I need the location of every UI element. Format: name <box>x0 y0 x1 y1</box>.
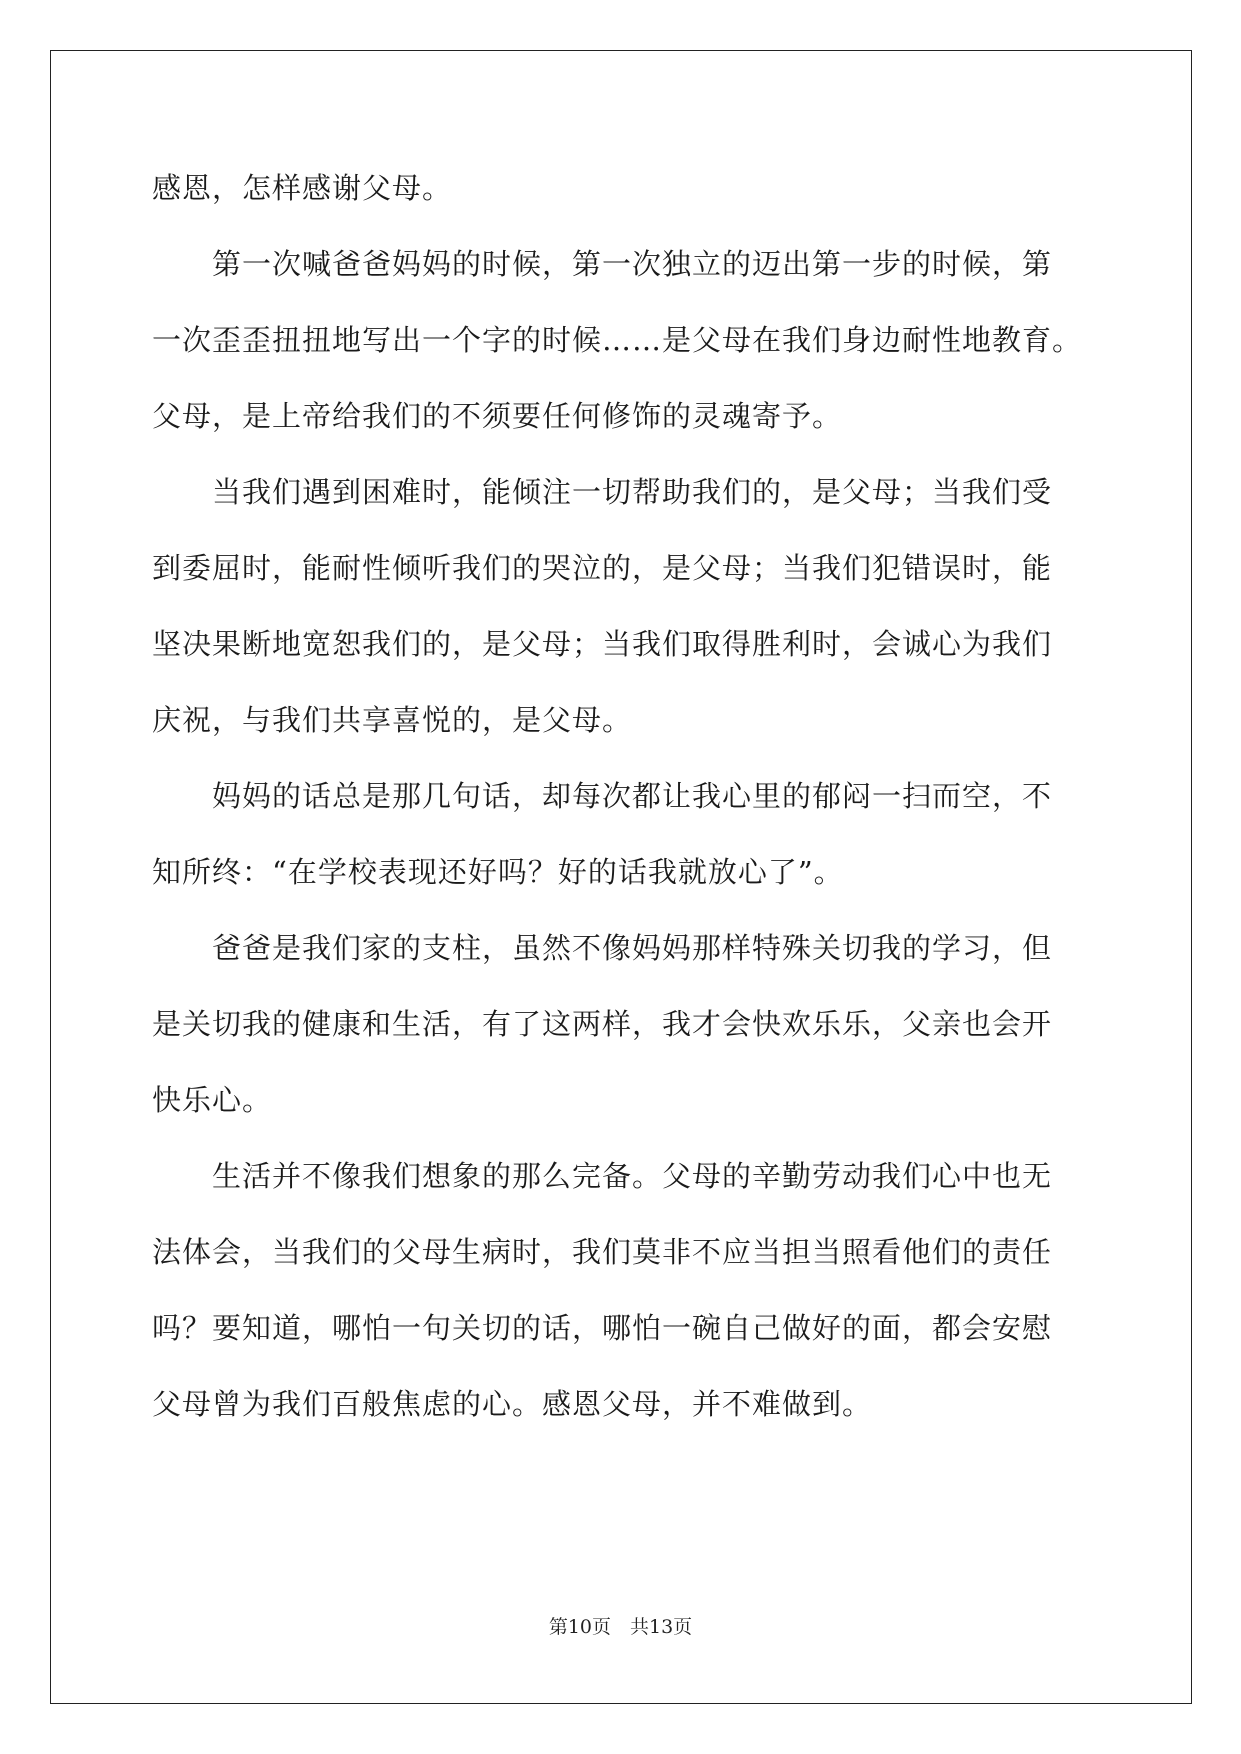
text-line: 知所终：“在学校表现还好吗？好的话我就放心了”。 <box>152 855 844 889</box>
text-line: 快乐心。 <box>152 1083 273 1117</box>
text-line: 父母，是上帝给我们的不须要任何修饰的灵魂寄予。 <box>152 399 843 433</box>
text-line: 妈妈的话总是那几句话，却每次都让我心里的郁闷一扫而空，不 <box>152 779 1053 813</box>
text-line: 坚决果断地宽恕我们的，是父母；当我们取得胜利时，会诚心为我们 <box>152 627 1053 661</box>
text-line: 法体会，当我们的父母生病时，我们莫非不应当担当照看他们的责任 <box>152 1235 1053 1269</box>
text-line: 到委屈时，能耐性倾听我们的哭泣的，是父母；当我们犯错误时，能 <box>152 551 1053 585</box>
document-body <box>152 150 1092 1442</box>
text-line: 父母曾为我们百般焦虑的心。感恩父母，并不难做到。 <box>152 1387 873 1421</box>
text-line: 当我们遇到困难时，能倾注一切帮助我们的，是父母；当我们受 <box>152 475 1053 509</box>
text-line: 庆祝，与我们共享喜悦的，是父母。 <box>152 703 633 737</box>
text-line: 感恩，怎样感谢父母。 <box>152 171 453 205</box>
text-line: 是关切我的健康和生活，有了这两样，我才会快欢乐乐，父亲也会开 <box>152 1007 1053 1041</box>
text-line: 第一次喊爸爸妈妈的时候，第一次独立的迈出第一步的时候，第 <box>152 247 1053 281</box>
text-line: 生活并不像我们想象的那么完备。父母的辛勤劳动我们心中也无 <box>152 1159 1053 1193</box>
text-line: 吗？要知道，哪怕一句关切的话，哪怕一碗自己做好的面，都会安慰 <box>152 1311 1053 1345</box>
text-line: 爸爸是我们家的支柱，虽然不像妈妈那样特殊关切我的学习，但 <box>152 931 1053 965</box>
page-number-footer: 第10页 共13页 <box>548 1616 693 1638</box>
text-line: 一次歪歪扭扭地写出一个字的时候……是父母在我们身边耐性地教育。 <box>152 323 1083 357</box>
